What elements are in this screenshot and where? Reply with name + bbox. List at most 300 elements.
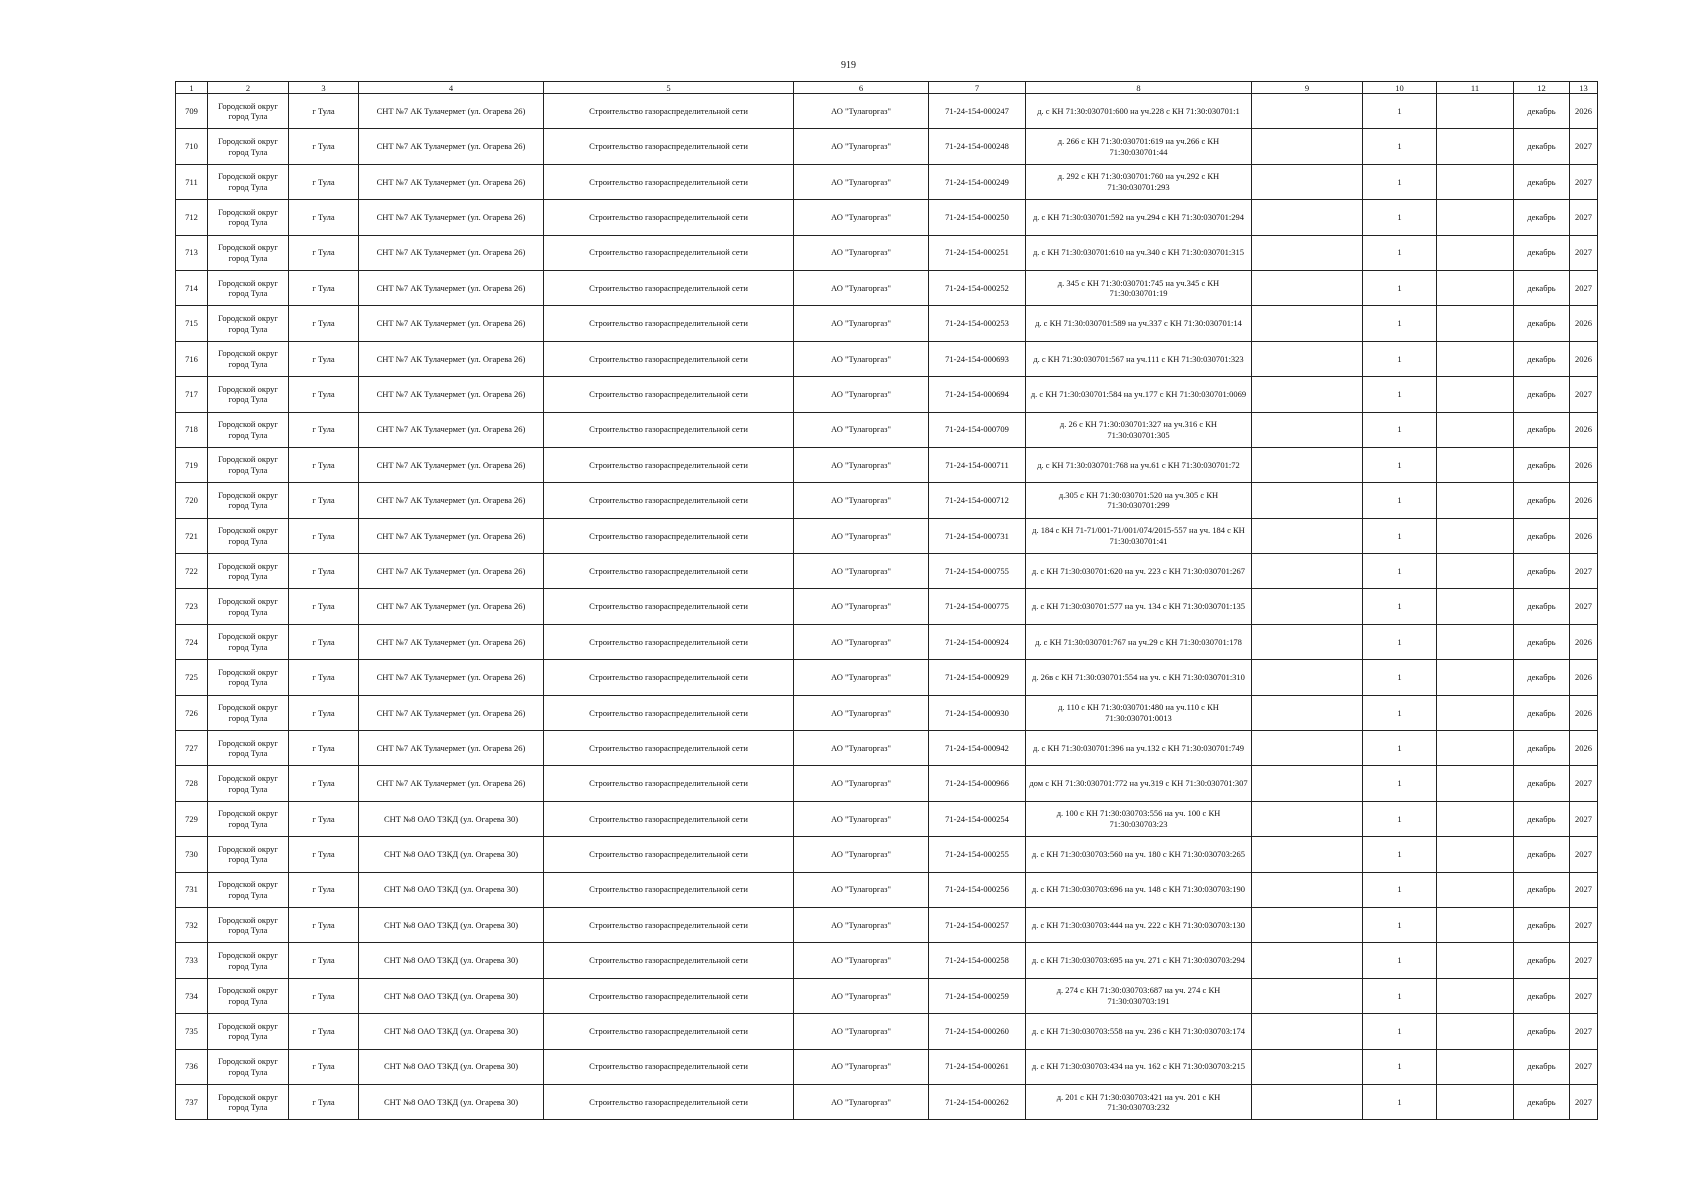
column-9-cell: [1252, 872, 1363, 907]
locality-cell: г Тула: [289, 94, 359, 129]
municipality-cell: Городской округ город Тула: [208, 766, 289, 801]
table-row: [176, 341, 1598, 376]
table-row: [176, 943, 1598, 978]
organization-cell: АО "Тулагоргаз": [794, 164, 929, 199]
row-number-cell: 712: [176, 200, 208, 235]
quantity-cell: 1: [1363, 837, 1437, 872]
registry-code-cell: 71-24-154-000255: [929, 837, 1026, 872]
locality-cell: г Тула: [289, 518, 359, 553]
registry-code-cell: 71-24-154-000712: [929, 483, 1026, 518]
year-cell: 2027: [1570, 129, 1598, 164]
row-number-cell: 710: [176, 129, 208, 164]
object-name-cell: СНТ №8 ОАО ТЗКД (ул. Огарева 30): [359, 1014, 544, 1049]
column-9-cell: [1252, 200, 1363, 235]
registry-table: [175, 81, 1598, 1120]
cadastral-number-cell: д. 26 с КН 71:30:030701:327 на уч.316 с КН 71:30:030701:305: [1026, 412, 1252, 447]
locality-cell: г Тула: [289, 412, 359, 447]
column-11-cell: [1437, 341, 1514, 376]
cadastral-number-cell: д.305 с КН 71:30:030701:520 на уч.305 с КН 71:30:030701:299: [1026, 483, 1252, 518]
municipality-cell: Городской округ город Тула: [208, 1084, 289, 1119]
quantity-cell: 1: [1363, 1084, 1437, 1119]
cadastral-number-cell: д. 292 с КН 71:30:030701:760 на уч.292 с КН 71:30:030701:293: [1026, 164, 1252, 199]
column-9-cell: [1252, 695, 1363, 730]
month-cell: декабрь: [1514, 801, 1570, 836]
registry-code-cell: 71-24-154-000262: [929, 1084, 1026, 1119]
locality-cell: г Тула: [289, 801, 359, 836]
column-9-cell: [1252, 306, 1363, 341]
object-name-cell: СНТ №7 АК Тулачермет (ул. Огарева 26): [359, 518, 544, 553]
municipality-cell: Городской округ город Тула: [208, 660, 289, 695]
month-cell: декабрь: [1514, 589, 1570, 624]
table-row: [176, 377, 1598, 412]
column-9-cell: [1252, 837, 1363, 872]
work-type-cell: Строительство газораспределительной сети: [544, 731, 794, 766]
work-type-cell: Строительство газораспределительной сети: [544, 129, 794, 164]
month-cell: декабрь: [1514, 377, 1570, 412]
column-11-cell: [1437, 235, 1514, 270]
table-row: [176, 94, 1598, 129]
month-cell: декабрь: [1514, 412, 1570, 447]
month-cell: декабрь: [1514, 200, 1570, 235]
municipality-cell: Городской округ город Тула: [208, 695, 289, 730]
locality-cell: г Тула: [289, 766, 359, 801]
cadastral-number-cell: д. 26в с КН 71:30:030701:554 на уч. с КН 71:30:030701:310: [1026, 660, 1252, 695]
organization-cell: АО "Тулагоргаз": [794, 129, 929, 164]
work-type-cell: Строительство газораспределительной сети: [544, 447, 794, 482]
cadastral-number-cell: д. 184 с КН 71-71/001-71/001/074/2015-557 на уч. 184 с КН 71:30:030701:41: [1026, 518, 1252, 553]
table-row: [176, 978, 1598, 1013]
table-row: [176, 412, 1598, 447]
quantity-cell: 1: [1363, 872, 1437, 907]
quantity-cell: 1: [1363, 164, 1437, 199]
year-cell: 2026: [1570, 624, 1598, 659]
row-number-cell: 722: [176, 554, 208, 589]
organization-cell: АО "Тулагоргаз": [794, 1084, 929, 1119]
month-cell: декабрь: [1514, 660, 1570, 695]
table-row: [176, 164, 1598, 199]
year-cell: 2026: [1570, 447, 1598, 482]
work-type-cell: Строительство газораспределительной сети: [544, 1049, 794, 1084]
registry-code-cell: 71-24-154-000731: [929, 518, 1026, 553]
row-number-cell: 716: [176, 341, 208, 376]
object-name-cell: СНТ №7 АК Тулачермет (ул. Огарева 26): [359, 660, 544, 695]
year-cell: 2027: [1570, 1014, 1598, 1049]
column-11-cell: [1437, 766, 1514, 801]
quantity-cell: 1: [1363, 1014, 1437, 1049]
registry-code-cell: 71-24-154-000251: [929, 235, 1026, 270]
registry-code-cell: 71-24-154-000693: [929, 341, 1026, 376]
object-name-cell: СНТ №8 ОАО ТЗКД (ул. Огарева 30): [359, 872, 544, 907]
organization-cell: АО "Тулагоргаз": [794, 377, 929, 412]
table-row: [176, 483, 1598, 518]
column-9-cell: [1252, 766, 1363, 801]
municipality-cell: Городской округ город Тула: [208, 907, 289, 942]
locality-cell: г Тула: [289, 270, 359, 305]
month-cell: декабрь: [1514, 731, 1570, 766]
column-number-header: 4: [359, 82, 544, 94]
organization-cell: АО "Тулагоргаз": [794, 872, 929, 907]
column-11-cell: [1437, 695, 1514, 730]
object-name-cell: СНТ №8 ОАО ТЗКД (ул. Огарева 30): [359, 943, 544, 978]
cadastral-number-cell: д. 345 с КН 71:30:030701:745 на уч.345 с КН 71:30:030701:19: [1026, 270, 1252, 305]
object-name-cell: СНТ №7 АК Тулачермет (ул. Огарева 26): [359, 412, 544, 447]
month-cell: декабрь: [1514, 306, 1570, 341]
column-11-cell: [1437, 1084, 1514, 1119]
object-name-cell: СНТ №8 ОАО ТЗКД (ул. Огарева 30): [359, 837, 544, 872]
work-type-cell: Строительство газораспределительной сети: [544, 660, 794, 695]
table-row: [176, 589, 1598, 624]
locality-cell: г Тула: [289, 978, 359, 1013]
quantity-cell: 1: [1363, 766, 1437, 801]
organization-cell: АО "Тулагоргаз": [794, 341, 929, 376]
column-number-header: 9: [1252, 82, 1363, 94]
municipality-cell: Городской округ город Тула: [208, 447, 289, 482]
quantity-cell: 1: [1363, 306, 1437, 341]
column-number-header: 7: [929, 82, 1026, 94]
column-9-cell: [1252, 129, 1363, 164]
locality-cell: г Тула: [289, 341, 359, 376]
object-name-cell: СНТ №7 АК Тулачермет (ул. Огарева 26): [359, 589, 544, 624]
row-number-cell: 714: [176, 270, 208, 305]
row-number-cell: 724: [176, 624, 208, 659]
registry-code-cell: 71-24-154-000711: [929, 447, 1026, 482]
work-type-cell: Строительство газораспределительной сети: [544, 589, 794, 624]
cadastral-number-cell: д. с КН 71:30:030701:610 на уч.340 с КН 71:30:030701:315: [1026, 235, 1252, 270]
object-name-cell: СНТ №7 АК Тулачермет (ул. Огарева 26): [359, 447, 544, 482]
locality-cell: г Тула: [289, 1049, 359, 1084]
municipality-cell: Городской округ город Тула: [208, 624, 289, 659]
locality-cell: г Тула: [289, 200, 359, 235]
row-number-cell: 730: [176, 837, 208, 872]
cadastral-number-cell: д. с КН 71:30:030701:600 на уч.228 с КН 71:30:030701:1: [1026, 94, 1252, 129]
column-11-cell: [1437, 837, 1514, 872]
table-row: [176, 624, 1598, 659]
month-cell: декабрь: [1514, 270, 1570, 305]
municipality-cell: Городской округ город Тула: [208, 200, 289, 235]
month-cell: декабрь: [1514, 943, 1570, 978]
cadastral-number-cell: д. с КН 71:30:030701:620 на уч. 223 с КН 71:30:030701:267: [1026, 554, 1252, 589]
locality-cell: г Тула: [289, 943, 359, 978]
row-number-cell: 719: [176, 447, 208, 482]
organization-cell: АО "Тулагоргаз": [794, 518, 929, 553]
municipality-cell: Городской округ город Тула: [208, 412, 289, 447]
cadastral-number-cell: д. с КН 71:30:030703:695 на уч. 271 с КН 71:30:030703:294: [1026, 943, 1252, 978]
object-name-cell: СНТ №7 АК Тулачермет (ул. Огарева 26): [359, 341, 544, 376]
work-type-cell: Строительство газораспределительной сети: [544, 235, 794, 270]
locality-cell: г Тула: [289, 377, 359, 412]
column-11-cell: [1437, 801, 1514, 836]
quantity-cell: 1: [1363, 907, 1437, 942]
quantity-cell: 1: [1363, 554, 1437, 589]
quantity-cell: 1: [1363, 695, 1437, 730]
quantity-cell: 1: [1363, 270, 1437, 305]
column-9-cell: [1252, 518, 1363, 553]
month-cell: декабрь: [1514, 554, 1570, 589]
row-number-cell: 726: [176, 695, 208, 730]
column-11-cell: [1437, 943, 1514, 978]
locality-cell: г Тула: [289, 554, 359, 589]
municipality-cell: Городской округ город Тула: [208, 978, 289, 1013]
cadastral-number-cell: д. с КН 71:30:030701:592 на уч.294 с КН 71:30:030701:294: [1026, 200, 1252, 235]
column-11-cell: [1437, 660, 1514, 695]
registry-code-cell: 71-24-154-000709: [929, 412, 1026, 447]
month-cell: декабрь: [1514, 341, 1570, 376]
locality-cell: г Тула: [289, 660, 359, 695]
row-number-cell: 731: [176, 872, 208, 907]
row-number-cell: 733: [176, 943, 208, 978]
column-9-cell: [1252, 731, 1363, 766]
month-cell: декабрь: [1514, 978, 1570, 1013]
year-cell: 2026: [1570, 306, 1598, 341]
row-number-cell: 736: [176, 1049, 208, 1084]
table-row: [176, 907, 1598, 942]
organization-cell: АО "Тулагоргаз": [794, 1049, 929, 1084]
column-9-cell: [1252, 447, 1363, 482]
organization-cell: АО "Тулагоргаз": [794, 412, 929, 447]
row-number-cell: 711: [176, 164, 208, 199]
object-name-cell: СНТ №7 АК Тулачермет (ул. Огарева 26): [359, 731, 544, 766]
quantity-cell: 1: [1363, 943, 1437, 978]
work-type-cell: Строительство газораспределительной сети: [544, 518, 794, 553]
locality-cell: г Тула: [289, 872, 359, 907]
column-number-header: 8: [1026, 82, 1252, 94]
object-name-cell: СНТ №7 АК Тулачермет (ул. Огарева 26): [359, 200, 544, 235]
month-cell: декабрь: [1514, 1049, 1570, 1084]
organization-cell: АО "Тулагоргаз": [794, 731, 929, 766]
locality-cell: г Тула: [289, 235, 359, 270]
quantity-cell: 1: [1363, 447, 1437, 482]
object-name-cell: СНТ №7 АК Тулачермет (ул. Огарева 26): [359, 235, 544, 270]
registry-code-cell: 71-24-154-000258: [929, 943, 1026, 978]
object-name-cell: СНТ №7 АК Тулачермет (ул. Огарева 26): [359, 695, 544, 730]
column-number-header: 10: [1363, 82, 1437, 94]
registry-code-cell: 71-24-154-000253: [929, 306, 1026, 341]
row-number-cell: 725: [176, 660, 208, 695]
column-11-cell: [1437, 978, 1514, 1013]
registry-code-cell: 71-24-154-000247: [929, 94, 1026, 129]
table-row: [176, 270, 1598, 305]
year-cell: 2027: [1570, 943, 1598, 978]
column-11-cell: [1437, 164, 1514, 199]
column-9-cell: [1252, 412, 1363, 447]
column-11-cell: [1437, 1049, 1514, 1084]
table-row: [176, 554, 1598, 589]
column-11-cell: [1437, 412, 1514, 447]
column-9-cell: [1252, 943, 1363, 978]
registry-code-cell: 71-24-154-000755: [929, 554, 1026, 589]
table-row: [176, 837, 1598, 872]
work-type-cell: Строительство газораспределительной сети: [544, 695, 794, 730]
cadastral-number-cell: д. 100 с КН 71:30:030703:556 на уч. 100 с КН 71:30:030703:23: [1026, 801, 1252, 836]
quantity-cell: 1: [1363, 589, 1437, 624]
table-row: [176, 235, 1598, 270]
year-cell: 2027: [1570, 589, 1598, 624]
organization-cell: АО "Тулагоргаз": [794, 907, 929, 942]
column-11-cell: [1437, 270, 1514, 305]
cadastral-number-cell: д. с КН 71:30:030703:444 на уч. 222 с КН 71:30:030703:130: [1026, 907, 1252, 942]
table-row: [176, 1049, 1598, 1084]
column-9-cell: [1252, 1084, 1363, 1119]
work-type-cell: Строительство газораспределительной сети: [544, 907, 794, 942]
cadastral-number-cell: д. 110 с КН 71:30:030701:480 на уч.110 с КН 71:30:030701:0013: [1026, 695, 1252, 730]
table-row: [176, 1084, 1598, 1119]
column-11-cell: [1437, 907, 1514, 942]
work-type-cell: Строительство газораспределительной сети: [544, 341, 794, 376]
municipality-cell: Городской округ город Тула: [208, 801, 289, 836]
registry-code-cell: 71-24-154-000260: [929, 1014, 1026, 1049]
row-number-cell: 717: [176, 377, 208, 412]
table-row: [176, 872, 1598, 907]
row-number-cell: 713: [176, 235, 208, 270]
year-cell: 2027: [1570, 801, 1598, 836]
column-11-cell: [1437, 483, 1514, 518]
cadastral-number-cell: д. с КН 71:30:030701:589 на уч.337 с КН 71:30:030701:14: [1026, 306, 1252, 341]
quantity-cell: 1: [1363, 341, 1437, 376]
quantity-cell: 1: [1363, 200, 1437, 235]
work-type-cell: Строительство газораспределительной сети: [544, 943, 794, 978]
organization-cell: АО "Тулагоргаз": [794, 554, 929, 589]
year-cell: 2027: [1570, 978, 1598, 1013]
cadastral-number-cell: д. с КН 71:30:030701:577 на уч. 134 с КН 71:30:030701:135: [1026, 589, 1252, 624]
work-type-cell: Строительство газораспределительной сети: [544, 978, 794, 1013]
work-type-cell: Строительство газораспределительной сети: [544, 306, 794, 341]
quantity-cell: 1: [1363, 129, 1437, 164]
municipality-cell: Городской округ город Тула: [208, 518, 289, 553]
organization-cell: АО "Тулагоргаз": [794, 978, 929, 1013]
object-name-cell: СНТ №8 ОАО ТЗКД (ул. Огарева 30): [359, 1084, 544, 1119]
organization-cell: АО "Тулагоргаз": [794, 306, 929, 341]
month-cell: декабрь: [1514, 164, 1570, 199]
row-number-cell: 720: [176, 483, 208, 518]
quantity-cell: 1: [1363, 801, 1437, 836]
work-type-cell: Строительство газораспределительной сети: [544, 872, 794, 907]
registry-code-cell: 71-24-154-000252: [929, 270, 1026, 305]
organization-cell: АО "Тулагоргаз": [794, 270, 929, 305]
year-cell: 2027: [1570, 164, 1598, 199]
registry-code-cell: 71-24-154-000250: [929, 200, 1026, 235]
year-cell: 2027: [1570, 907, 1598, 942]
locality-cell: г Тула: [289, 483, 359, 518]
month-cell: декабрь: [1514, 766, 1570, 801]
municipality-cell: Городской округ город Тула: [208, 731, 289, 766]
column-9-cell: [1252, 801, 1363, 836]
organization-cell: АО "Тулагоргаз": [794, 837, 929, 872]
organization-cell: АО "Тулагоргаз": [794, 801, 929, 836]
table-body: [176, 94, 1598, 1120]
organization-cell: АО "Тулагоргаз": [794, 943, 929, 978]
year-cell: 2027: [1570, 377, 1598, 412]
registry-code-cell: 71-24-154-000257: [929, 907, 1026, 942]
cadastral-number-cell: д. с КН 71:30:030703:560 на уч. 180 с КН 71:30:030703:265: [1026, 837, 1252, 872]
quantity-cell: 1: [1363, 377, 1437, 412]
row-number-cell: 735: [176, 1014, 208, 1049]
locality-cell: г Тула: [289, 447, 359, 482]
cadastral-number-cell: д. с КН 71:30:030701:767 на уч.29 с КН 71:30:030701:178: [1026, 624, 1252, 659]
quantity-cell: 1: [1363, 660, 1437, 695]
organization-cell: АО "Тулагоргаз": [794, 624, 929, 659]
row-number-cell: 728: [176, 766, 208, 801]
organization-cell: АО "Тулагоргаз": [794, 660, 929, 695]
organization-cell: АО "Тулагоргаз": [794, 94, 929, 129]
year-cell: 2026: [1570, 341, 1598, 376]
column-9-cell: [1252, 483, 1363, 518]
registry-code-cell: 71-24-154-000249: [929, 164, 1026, 199]
work-type-cell: Строительство газораспределительной сети: [544, 377, 794, 412]
column-9-cell: [1252, 1049, 1363, 1084]
quantity-cell: 1: [1363, 624, 1437, 659]
column-9-cell: [1252, 1014, 1363, 1049]
year-cell: 2027: [1570, 837, 1598, 872]
cadastral-number-cell: д. с КН 71:30:030703:558 на уч. 236 с КН 71:30:030703:174: [1026, 1014, 1252, 1049]
column-number-header: 13: [1570, 82, 1598, 94]
year-cell: 2026: [1570, 731, 1598, 766]
locality-cell: г Тула: [289, 731, 359, 766]
object-name-cell: СНТ №7 АК Тулачермет (ул. Огарева 26): [359, 164, 544, 199]
column-11-cell: [1437, 589, 1514, 624]
year-cell: 2027: [1570, 1084, 1598, 1119]
municipality-cell: Городской округ город Тула: [208, 483, 289, 518]
organization-cell: АО "Тулагоргаз": [794, 1014, 929, 1049]
organization-cell: АО "Тулагоргаз": [794, 483, 929, 518]
municipality-cell: Городской округ город Тула: [208, 129, 289, 164]
column-9-cell: [1252, 624, 1363, 659]
cadastral-number-cell: д. с КН 71:30:030701:768 на уч.61 с КН 71:30:030701:72: [1026, 447, 1252, 482]
cadastral-number-cell: дом с КН 71:30:030701:772 на уч.319 с КН 71:30:030701:307: [1026, 766, 1252, 801]
cadastral-number-cell: д. 201 с КН 71:30:030703:421 на уч. 201 с КН 71:30:030703:232: [1026, 1084, 1252, 1119]
work-type-cell: Строительство газораспределительной сети: [544, 766, 794, 801]
table-row: [176, 766, 1598, 801]
object-name-cell: СНТ №8 ОАО ТЗКД (ул. Огарева 30): [359, 1049, 544, 1084]
quantity-cell: 1: [1363, 235, 1437, 270]
column-9-cell: [1252, 235, 1363, 270]
table-row: [176, 200, 1598, 235]
month-cell: декабрь: [1514, 1084, 1570, 1119]
table-row: [176, 1014, 1598, 1049]
quantity-cell: 1: [1363, 94, 1437, 129]
table-row: [176, 306, 1598, 341]
work-type-cell: Строительство газораспределительной сети: [544, 94, 794, 129]
column-9-cell: [1252, 978, 1363, 1013]
column-9-cell: [1252, 660, 1363, 695]
year-cell: 2027: [1570, 235, 1598, 270]
work-type-cell: Строительство газораспределительной сети: [544, 483, 794, 518]
column-11-cell: [1437, 554, 1514, 589]
object-name-cell: СНТ №8 ОАО ТЗКД (ул. Огарева 30): [359, 907, 544, 942]
row-number-cell: 723: [176, 589, 208, 624]
organization-cell: АО "Тулагоргаз": [794, 200, 929, 235]
locality-cell: г Тула: [289, 624, 359, 659]
locality-cell: г Тула: [289, 306, 359, 341]
work-type-cell: Строительство газораспределительной сети: [544, 801, 794, 836]
column-11-cell: [1437, 447, 1514, 482]
column-number-header: 11: [1437, 82, 1514, 94]
column-9-cell: [1252, 554, 1363, 589]
column-number-header: 2: [208, 82, 289, 94]
year-cell: 2026: [1570, 660, 1598, 695]
quantity-cell: 1: [1363, 731, 1437, 766]
year-cell: 2026: [1570, 695, 1598, 730]
locality-cell: г Тула: [289, 907, 359, 942]
municipality-cell: Городской округ город Тула: [208, 943, 289, 978]
registry-code-cell: 71-24-154-000248: [929, 129, 1026, 164]
registry-code-cell: 71-24-154-000775: [929, 589, 1026, 624]
quantity-cell: 1: [1363, 1049, 1437, 1084]
municipality-cell: Городской округ город Тула: [208, 341, 289, 376]
object-name-cell: СНТ №7 АК Тулачермет (ул. Огарева 26): [359, 624, 544, 659]
municipality-cell: Городской округ город Тула: [208, 837, 289, 872]
year-cell: 2027: [1570, 200, 1598, 235]
year-cell: 2027: [1570, 766, 1598, 801]
